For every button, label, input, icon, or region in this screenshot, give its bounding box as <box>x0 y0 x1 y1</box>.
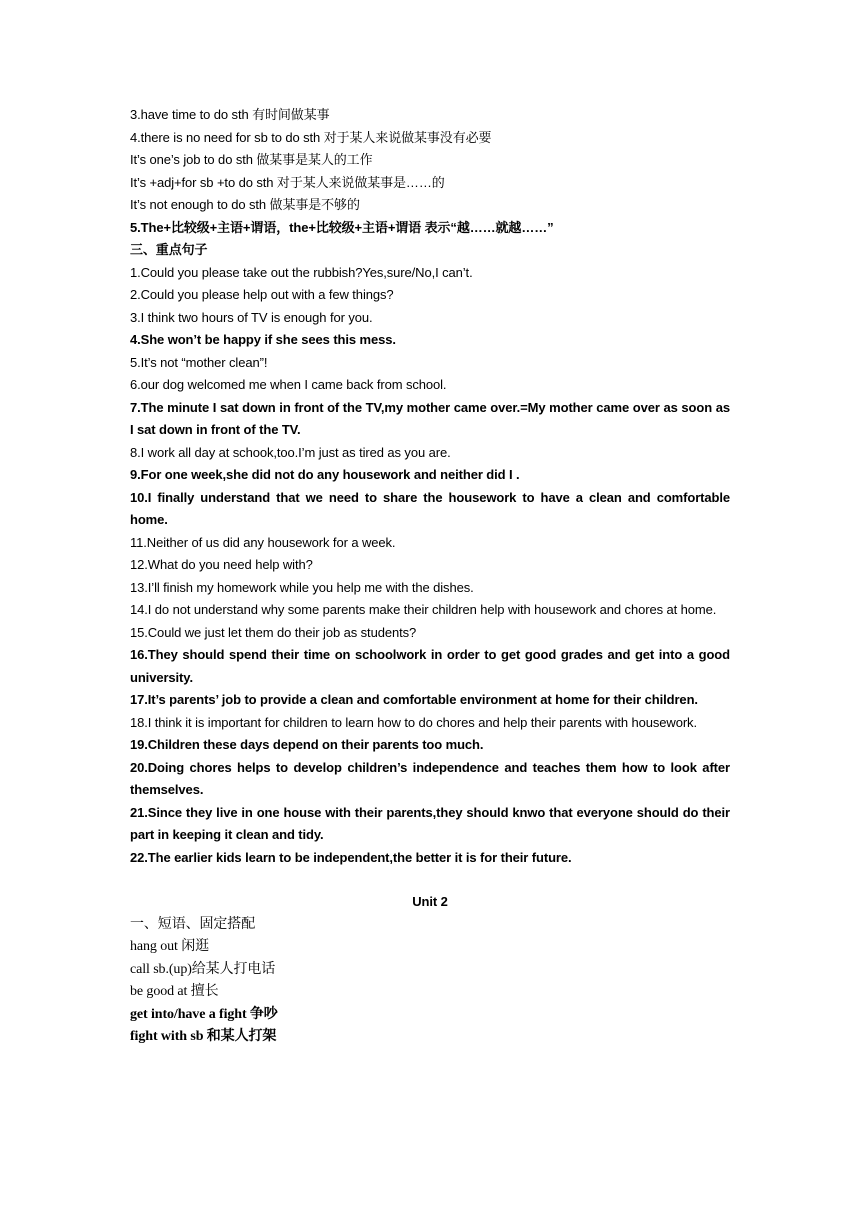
sentence-line: 19.Children these days depend on their parents too much. <box>130 737 484 752</box>
sentence-line: 15.Could we just let them do their job as students? <box>130 624 417 640</box>
phrase-line: It’s +adj+for sb +to do sth 对于某人来说做某事是……的 <box>130 174 445 190</box>
document-body <box>130 104 730 1049</box>
sentence-line: 2.Could you please help out with a few things? <box>130 287 394 302</box>
unit-title: Unit 2 <box>412 894 448 909</box>
sentence-line: 4.She won’t be happy if she sees this mess. <box>130 332 396 347</box>
sentence-line: 13.I’ll finish my homework while you help me with the dishes. <box>130 579 474 595</box>
phrase-line: fight with sb 和某人打架 <box>130 1029 277 1044</box>
sentence-line: 3.I think two hours of TV is enough for you. <box>130 309 373 325</box>
sentence-line: 12.What do you need help with? <box>130 557 313 572</box>
phrase-list <box>130 104 730 262</box>
sentence-line: 7.The minute I sat down in front of the TV,my mother came over.=My mother came over as soon as I sat down in front of the TV. <box>130 399 730 437</box>
phrase-line: hang out 闲逛 <box>130 939 210 954</box>
phrase-line: call sb.(up)给某人打电话 <box>130 961 276 977</box>
sentence-line: 21.Since they live in one house with their parents,they should knwo that everyone should do their part in keeping it clean and tidy. <box>130 804 730 842</box>
phrase-line: get into/have a fight 争吵 <box>130 1006 278 1022</box>
spacer <box>130 869 730 891</box>
phrase-line: 3.have time to do sth 有时间做某事 <box>130 107 330 122</box>
sentence-line: 18.I think it is important for children to learn how to do chores and help their parents with housework. <box>130 714 697 730</box>
unit2-phrase-list <box>130 914 730 1049</box>
sentence-line: 1.Could you please take out the rubbish?Yes,sure/No,I can’t. <box>130 264 473 280</box>
sentence-line: 16.They should spend their time on schoolwork in order to get good grades and get into a good university. <box>130 647 730 685</box>
sentence-line: 10.I finally understand that we need to share the housework to have a clean and comfortable home. <box>130 489 730 527</box>
phrase-line: It’s one’s job to do sth 做某事是某人的工作 <box>130 152 373 167</box>
sentence-line: 17.It’s parents’ job to provide a clean and comfortable environment at home for their children. <box>130 692 698 707</box>
section-heading: 三、重点句子 <box>130 242 208 257</box>
sentence-line: 6.our dog welcomed me when I came back from school. <box>130 377 447 392</box>
sentence-line: 14.I do not understand why some parents make their children help with housework and chores at home. <box>130 602 717 617</box>
sentence-line: 20.Doing chores helps to develop children’s independence and teaches them how to look after themselves. <box>130 759 730 797</box>
sentence-line: 22.The earlier kids learn to be independent,the better it is for their future. <box>130 849 572 865</box>
phrase-line: It’s not enough to do sth 做某事是不够的 <box>130 197 360 212</box>
sentence-line: 9.For one week,she did not do any housework and neither did I . <box>130 467 520 482</box>
sentence-line: 5.It’s not “mother clean”! <box>130 354 268 370</box>
phrase-line: 4.there is no need for sb to do sth 对于某人来说做某事没有必要 <box>130 129 492 145</box>
key-sentences-list <box>130 262 730 870</box>
sentence-line: 8.I work all day at schook,too.I’m just as tired as you are. <box>130 444 451 460</box>
phrase-line: be good at 擅长 <box>130 984 219 999</box>
phrase-line: 5.The+比较级+主语+谓语，the+比较级+主语+谓语 表示“越……就越……” <box>130 219 554 235</box>
sentence-line: 11.Neither of us did any housework for a week. <box>130 534 396 550</box>
section-heading: 一、短语、固定搭配 <box>130 916 256 932</box>
